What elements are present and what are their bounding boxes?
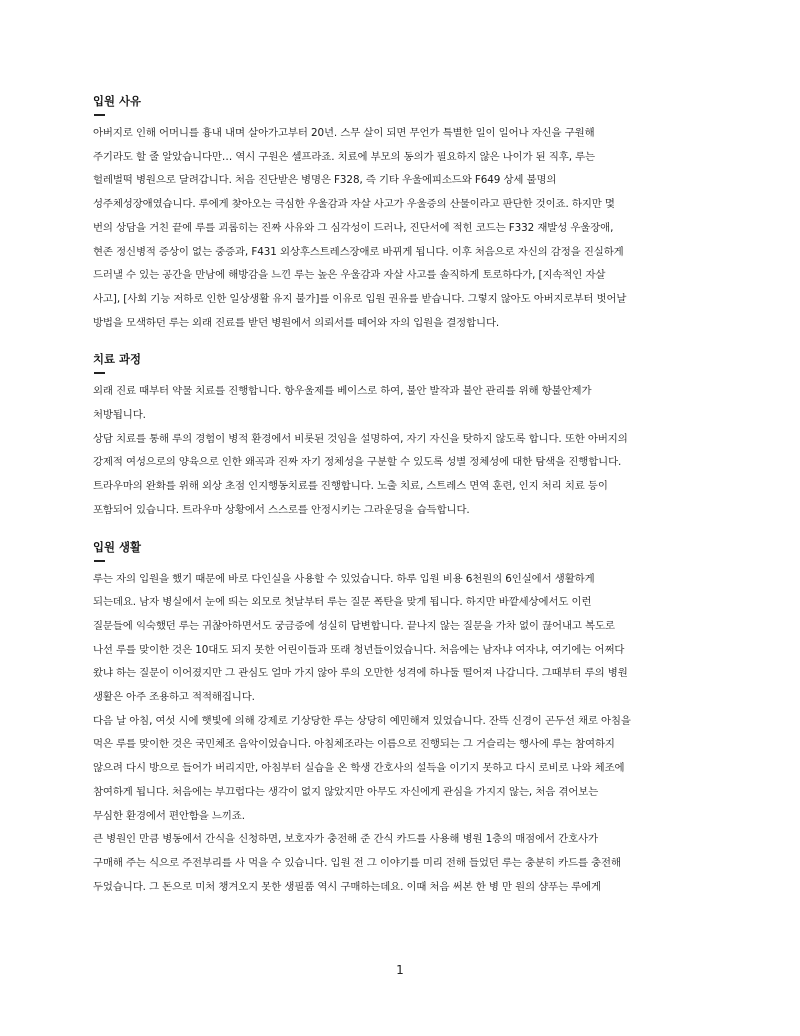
section-heading: 입원 사유 (93, 94, 141, 108)
paragraph-line: 큰 병원인 만큼 병동에서 간식을 신청하면, 보호자가 충전해 준 간식 카드를 사용해 병원 1층의 매점에서 간호사가 (93, 833, 598, 846)
paragraph-line: 번의 상담을 거친 끝에 루를 괴롭히는 진짜 사유와 그 심각성이 드러나, 진단서에 적힌 코드는 F332 재발성 우울장애, (93, 221, 614, 234)
heading-underline-dash (94, 114, 105, 116)
section-hospital-life (93, 539, 719, 900)
paragraph-line: 왔냐 하는 질문이 이어졌지만 그 관심도 얼마 가지 않아 루의 오만한 성격에 하나둘 떨어져 나갑니다. 그때부터 루의 병원 (93, 667, 628, 680)
paragraph-line: 사고], [사회 기능 저하로 인한 일상생활 유지 불가]를 이유로 입원 권유를 받습니다. 그렇지 않아도 아버지로부터 벗어날 (93, 292, 627, 305)
section-heading: 입원 생활 (93, 539, 141, 554)
paragraph-line: 먹은 루를 맞이한 것은 국민체조 음악이었습니다. 아침체조라는 이름으로 진행되는 그 거슬리는 행사에 루는 참여하지 (93, 738, 615, 751)
paragraph-line: 아버지로 인해 어머니를 흉내 내며 살아가고부터 20년. 스무 살이 되면 무언가 특별한 일이 일어나 자신을 구원해 (93, 127, 595, 139)
paragraph-line: 않으려 다시 방으로 들어가 버리지만, 아침부터 실습을 온 학생 간호사의 설득을 이기지 못하고 다시 로비로 나와 체조에 (93, 762, 625, 775)
paragraph-line: 되는데요. 남자 병실에서 눈에 띄는 외모로 첫날부터 루는 질문 폭탄을 맞게 됩니다. 하지만 바깥세상에서도 이런 (93, 596, 592, 609)
document-page (93, 93, 719, 899)
section-body (93, 122, 719, 335)
section-body (93, 568, 719, 900)
paragraph-line: 포함되어 있습니다. 트라우마 상황에서 스스로를 안정시키는 그라운딩을 습득합니다. (93, 503, 470, 516)
paragraph-line: 상담 치료를 통해 루의 경험이 병적 환경에서 비롯된 것임을 설명하여, 자기 자신을 탓하지 않도록 합니다. 또한 아버지의 (93, 432, 628, 445)
paragraph-line: 헐레벌떡 병원으로 달려갑니다. 처음 진단받은 병명은 F328, 즉 기타 우울에피소드와 F649 상세 불명의 (93, 174, 557, 187)
paragraph-line: 두었습니다. 그 돈으로 미처 챙겨오지 못한 생필품 역시 구매하는데요. 이때 처음 써본 한 병 만 원의 샴푸는 루에게 (93, 880, 602, 893)
paragraph-line: 방법을 모색하던 루는 외래 진료를 받던 병원에서 의뢰서를 떼어와 자의 입원을 결정합니다. (93, 316, 500, 329)
paragraph-line: 드러낼 수 있는 공간을 만남에 해방감을 느낀 루는 높은 우울감과 자살 사고를 솔직하게 토로하다가, [지속적인 자살 (93, 269, 606, 282)
paragraph-line: 질문들에 익숙했던 루는 귀찮아하면서도 궁금증에 성실히 답변합니다. 끝나지 않는 질문을 가차 없이 끊어내고 복도로 (93, 619, 615, 632)
paragraph-line: 현존 정신병적 증상이 없는 중증과, F431 외상후스트레스장애로 바뀌게 됩니다. 이후 처음으로 자신의 감정을 진실하게 (93, 245, 624, 258)
paragraph-line: 참여하게 됩니다. 처음에는 부끄럽다는 생각이 없지 않았지만 아무도 자신에게 관심을 가지지 않는, 처음 겪어보는 (93, 785, 599, 798)
paragraph-line: 무심한 환경에서 편안함을 느끼죠. (93, 809, 245, 822)
section-treatment-process (93, 351, 719, 522)
paragraph-line: 구매해 주는 식으로 주전부리를 사 먹을 수 있습니다. 입원 전 그 이야기를 미리 전해 들었던 루는 충분히 카드를 충전해 (93, 856, 621, 869)
paragraph-line: 성주체성장애였습니다. 루에게 찾아오는 극심한 우울감과 자살 사고가 우울증의 산물이라고 판단한 것이죠. 하지만 몇 (93, 198, 615, 211)
heading-underline-dash (94, 372, 105, 374)
paragraph-line: 다음 날 아침, 여섯 시에 햇빛에 의해 강제로 기상당한 루는 상당히 예민해져 있었습니다. 잔뜩 신경이 곤두선 채로 아침을 (93, 714, 631, 727)
heading-underline-dash (94, 560, 105, 562)
paragraph-line: 강제적 여성으로의 양육으로 인한 왜곡과 진짜 자기 정체성을 구분할 수 있도록 성별 정체성에 대한 탐색을 진행합니다. (93, 456, 622, 469)
section-heading: 치료 과정 (93, 352, 141, 367)
section-admission-reason (93, 93, 719, 335)
page-number: 1 (396, 963, 404, 977)
section-body (93, 380, 719, 522)
paragraph-line: 생활은 아주 조용하고 적적해집니다. (93, 691, 255, 704)
paragraph-line: 주기라도 할 줄 알았습니다만… 역시 구원은 셀프라죠. 치료에 부모의 동의가 필요하지 않은 나이가 된 직후, 루는 (93, 150, 595, 163)
paragraph-line: 처방됩니다. (93, 409, 146, 422)
paragraph-line: 나선 루를 맞이한 것은 10대도 되지 못한 어린이들과 또래 청년들이었습니다. 처음에는 남자냐 여자냐, 여기에는 어쩌다 (93, 643, 625, 656)
paragraph-line: 외래 진료 때부터 약물 치료를 진행합니다. 항우울제를 베이스로 하여, 불안 발작과 불안 관리를 위해 항불안제가 (93, 385, 592, 398)
paragraph-line: 트라우마의 완화를 위해 외상 초점 인지행동치료를 진행합니다. 노출 치료, 스트레스 면역 훈련, 인지 처리 치료 등이 (93, 480, 608, 493)
paragraph-line: 루는 자의 입원을 했기 때문에 바로 다인실을 사용할 수 있었습니다. 하루 입원 비용 6천원의 6인실에서 생활하게 (93, 572, 595, 585)
